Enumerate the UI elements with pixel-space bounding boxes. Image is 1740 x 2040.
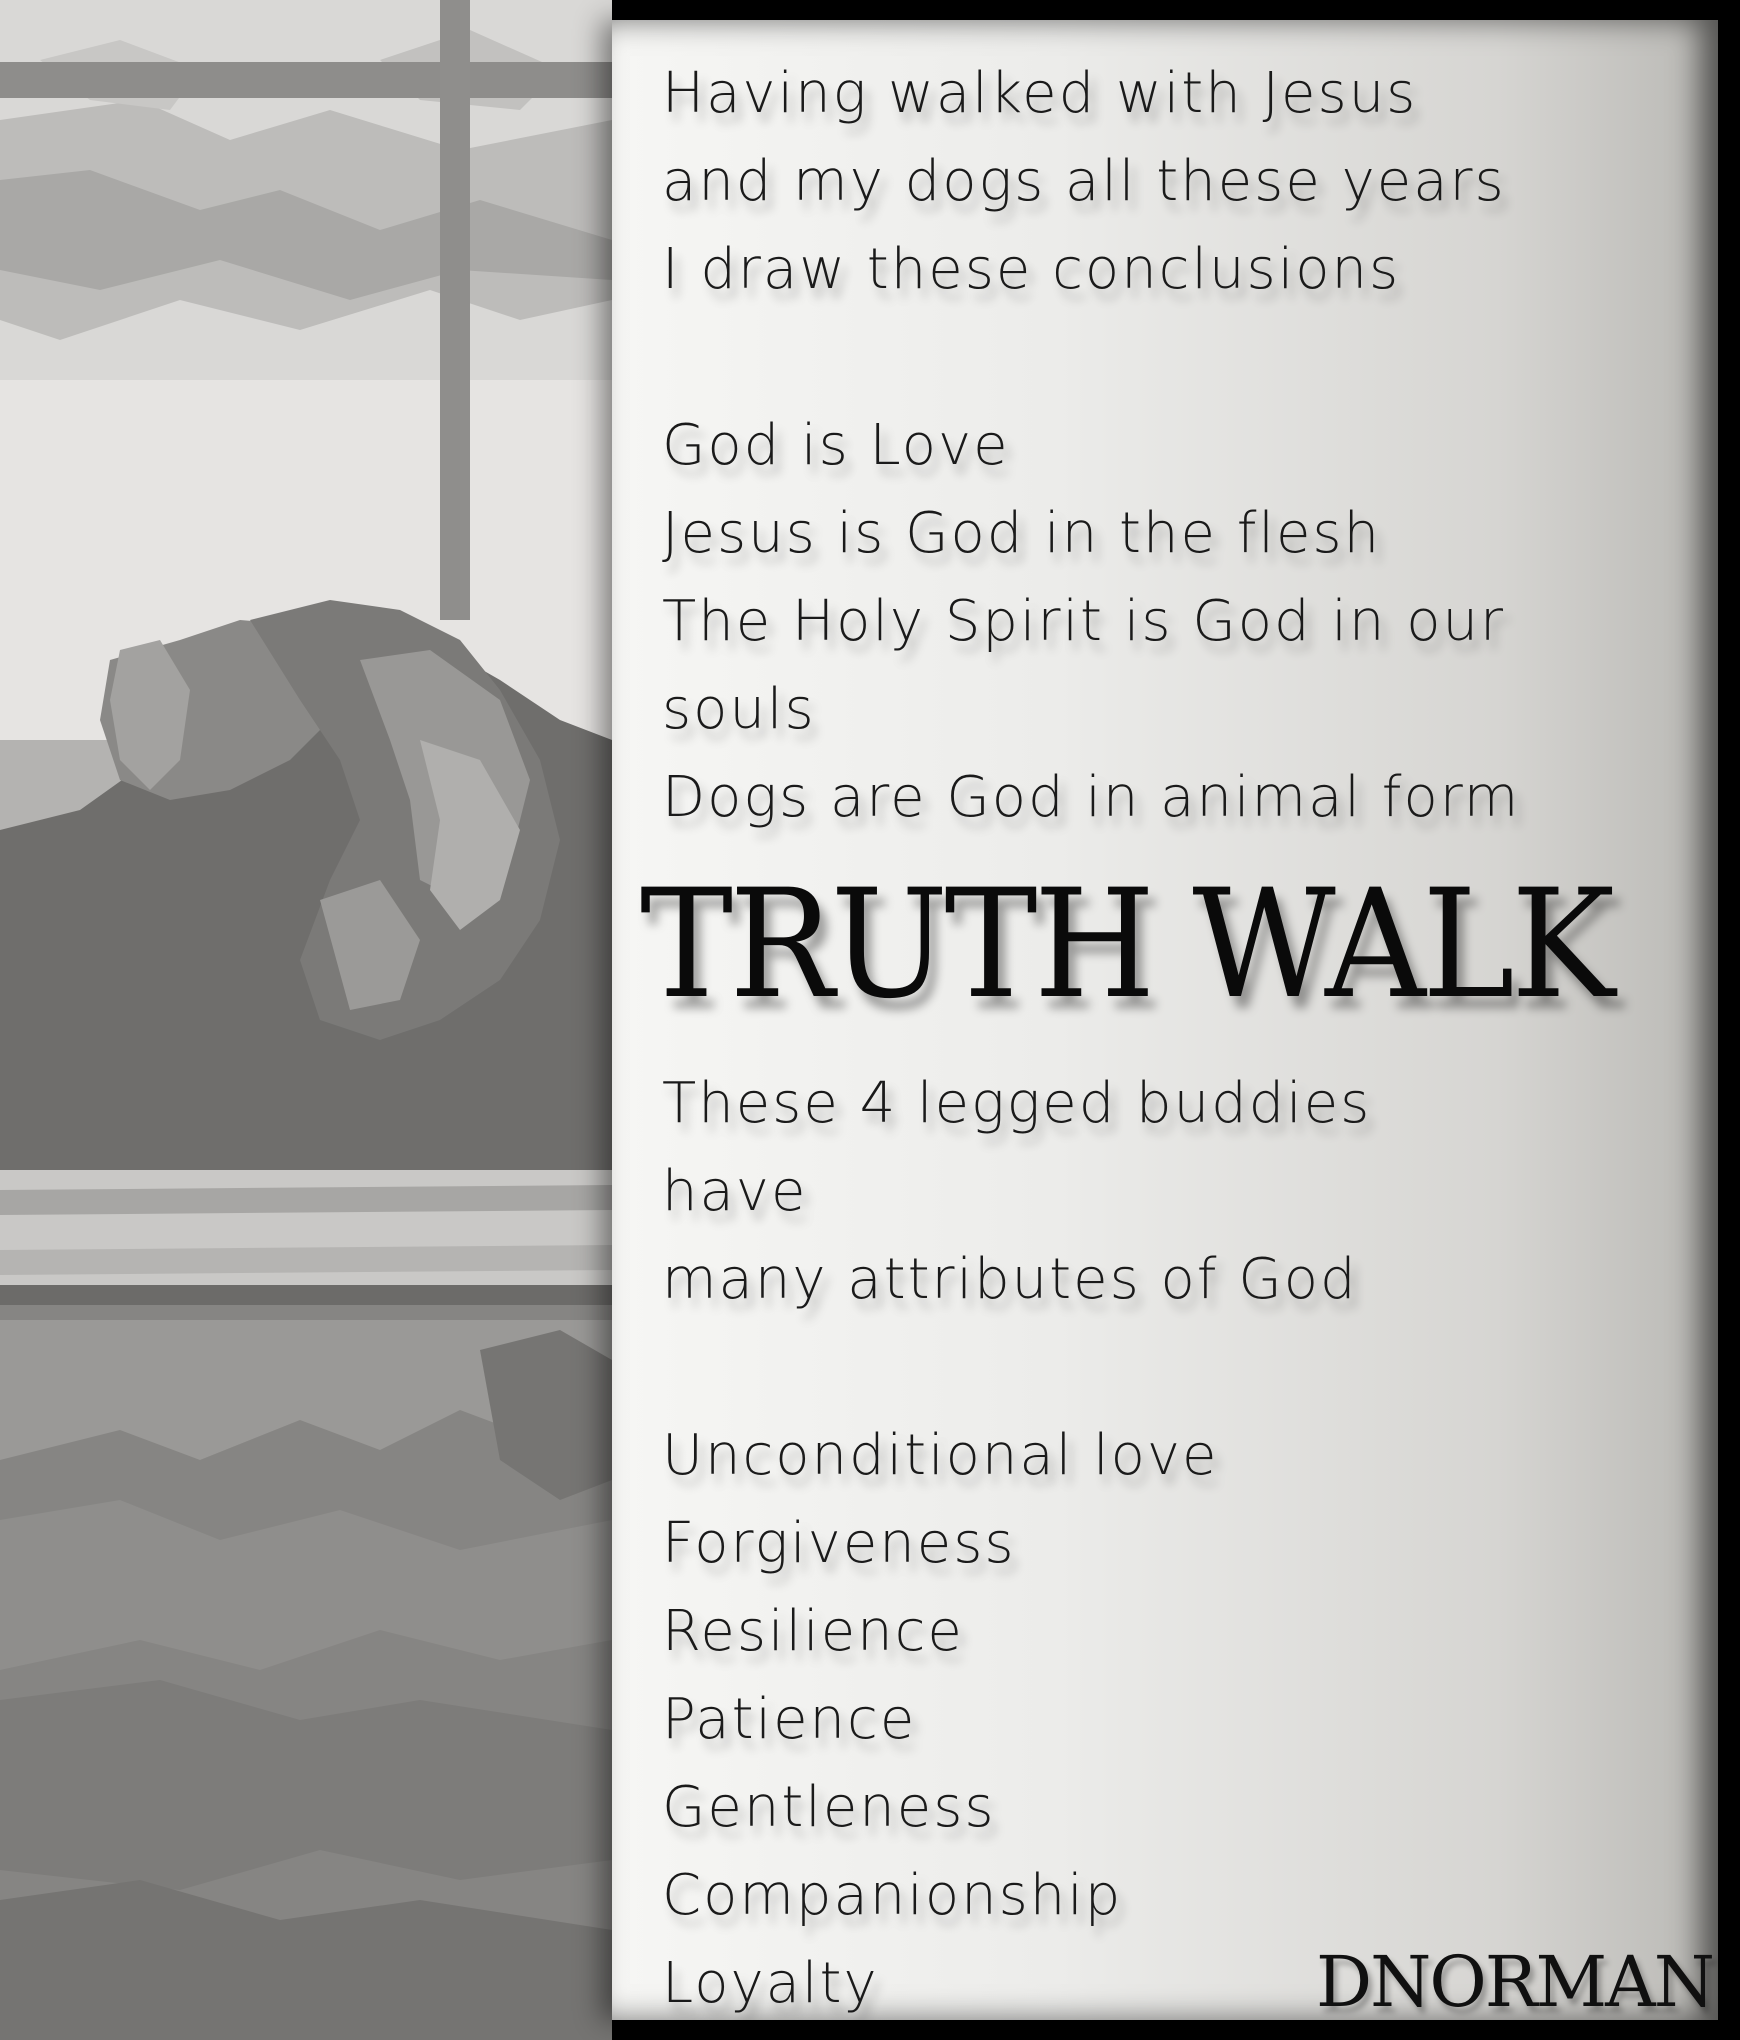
poem-top: [662, 50, 1662, 842]
poem-line: many attributes of God: [662, 1247, 1358, 1312]
author-signature: DNORMAN: [1316, 1941, 1713, 2023]
attribute-item: Forgiveness: [662, 1511, 1016, 1576]
poem-line: Jesus is God in the flesh: [662, 501, 1382, 566]
poem-line: These 4 legged buddies: [662, 1071, 1372, 1136]
attribute-item: Companionship: [662, 1863, 1123, 1928]
poem-line: Having walked with Jesus: [662, 61, 1418, 126]
poem-bottom: [662, 1060, 1662, 2028]
poem-line: Dogs are God in animal form: [662, 765, 1521, 830]
poem-line: I draw these conclusions: [662, 237, 1401, 302]
poem-panel: [612, 20, 1718, 2023]
poem-title: TRUTH WALK: [640, 858, 1612, 1032]
dog-window-photo: [0, 0, 612, 2040]
poem-line: have: [662, 1159, 808, 1224]
poem-line: and my dogs all these years: [662, 149, 1506, 214]
poem-line: souls: [662, 677, 816, 742]
poem-line: God is Love: [662, 413, 1010, 478]
attribute-item: Unconditional love: [662, 1423, 1219, 1488]
attribute-item: Gentleness: [662, 1775, 996, 1840]
poem-line: The Holy Spirit is God in our: [662, 589, 1505, 654]
attribute-item: Patience: [662, 1687, 917, 1752]
attribute-item: Resilience: [662, 1599, 964, 1664]
stanza-break: [662, 314, 1662, 402]
stanza-break: [662, 1324, 1662, 1412]
attribute-item: Loyalty: [662, 1951, 879, 2016]
